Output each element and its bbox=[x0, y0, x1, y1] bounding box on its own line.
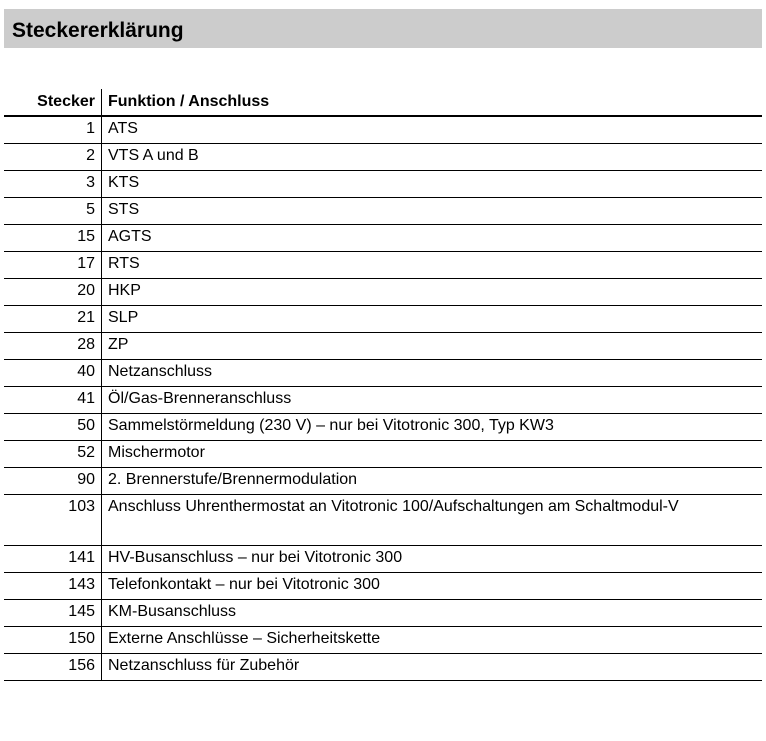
plug-number-cell: 156 bbox=[4, 654, 102, 681]
table-row bbox=[4, 441, 762, 468]
function-cell: ATS bbox=[108, 120, 138, 137]
function-cell: Netzanschluss für Zubehör bbox=[108, 657, 300, 674]
function-cell: 2. Brennerstufe/Brennermodulation bbox=[108, 471, 358, 488]
function-cell: Anschluss Uhrenthermostat an Vitotronic 100/Aufschaltungen am Schaltmodul-V bbox=[108, 498, 679, 515]
table-row bbox=[4, 171, 762, 198]
plug-number-cell: 15 bbox=[4, 225, 102, 252]
table-row bbox=[4, 627, 762, 654]
table-row bbox=[4, 546, 762, 573]
plug-number-cell: 150 bbox=[4, 627, 102, 654]
section-heading-bar bbox=[4, 9, 762, 48]
column-header-function: Funktion / Anschluss bbox=[108, 93, 270, 110]
plug-number-cell: 1 bbox=[4, 116, 102, 144]
plug-number-cell: 141 bbox=[4, 546, 102, 573]
plug-number-cell: 143 bbox=[4, 573, 102, 600]
table-row bbox=[4, 414, 762, 441]
function-cell: HKP bbox=[108, 282, 141, 299]
function-cell: Sammelstörmeldung (230 V) – nur bei Vitotronic 300, Typ KW3 bbox=[108, 417, 554, 434]
function-cell: RTS bbox=[108, 255, 140, 272]
function-cell: Mischermotor bbox=[108, 444, 205, 461]
table-row bbox=[4, 468, 762, 495]
plug-number-cell: 145 bbox=[4, 600, 102, 627]
plug-number-cell: 52 bbox=[4, 441, 102, 468]
plug-number-cell: 21 bbox=[4, 306, 102, 333]
plug-number-cell: 41 bbox=[4, 387, 102, 414]
table-row bbox=[4, 225, 762, 252]
table-row bbox=[4, 144, 762, 171]
plug-legend-table bbox=[4, 89, 762, 681]
table-row bbox=[4, 495, 762, 546]
function-cell: ZP bbox=[108, 336, 129, 353]
plug-number-cell: 40 bbox=[4, 360, 102, 387]
function-cell: SLP bbox=[108, 309, 139, 326]
table-row bbox=[4, 654, 762, 681]
function-cell: VTS A und B bbox=[108, 147, 199, 164]
plug-number-cell: 90 bbox=[4, 468, 102, 495]
table-row bbox=[4, 306, 762, 333]
section-heading: Steckererklärung bbox=[12, 19, 184, 42]
function-cell: Telefonkontakt – nur bei Vitotronic 300 bbox=[108, 576, 380, 593]
plug-number-cell: 3 bbox=[4, 171, 102, 198]
plug-number-cell: 50 bbox=[4, 414, 102, 441]
table-row bbox=[4, 600, 762, 627]
plug-number-cell: 17 bbox=[4, 252, 102, 279]
table-row bbox=[4, 252, 762, 279]
table-row bbox=[4, 387, 762, 414]
function-cell: Netzanschluss bbox=[108, 363, 213, 380]
table-row bbox=[4, 573, 762, 600]
table-row bbox=[4, 279, 762, 306]
table-row bbox=[4, 333, 762, 360]
function-cell: KM-Busanschluss bbox=[108, 603, 237, 620]
table-header-row bbox=[4, 89, 762, 116]
function-cell: AGTS bbox=[108, 228, 152, 245]
function-cell: STS bbox=[108, 201, 140, 218]
function-cell: Öl/Gas-Brenneranschluss bbox=[108, 390, 292, 407]
plug-number-cell: 103 bbox=[4, 495, 102, 546]
table-row bbox=[4, 198, 762, 225]
plug-number-cell: 2 bbox=[4, 144, 102, 171]
function-cell: HV-Busanschluss – nur bei Vitotronic 300 bbox=[108, 549, 403, 566]
table-row bbox=[4, 116, 762, 144]
function-cell: KTS bbox=[108, 174, 140, 191]
table-row bbox=[4, 360, 762, 387]
column-header-plug: Stecker bbox=[4, 89, 102, 116]
plug-number-cell: 5 bbox=[4, 198, 102, 225]
table-body bbox=[4, 116, 762, 681]
function-cell: Externe Anschlüsse – Sicherheitskette bbox=[108, 630, 381, 647]
plug-number-cell: 20 bbox=[4, 279, 102, 306]
plug-number-cell: 28 bbox=[4, 333, 102, 360]
